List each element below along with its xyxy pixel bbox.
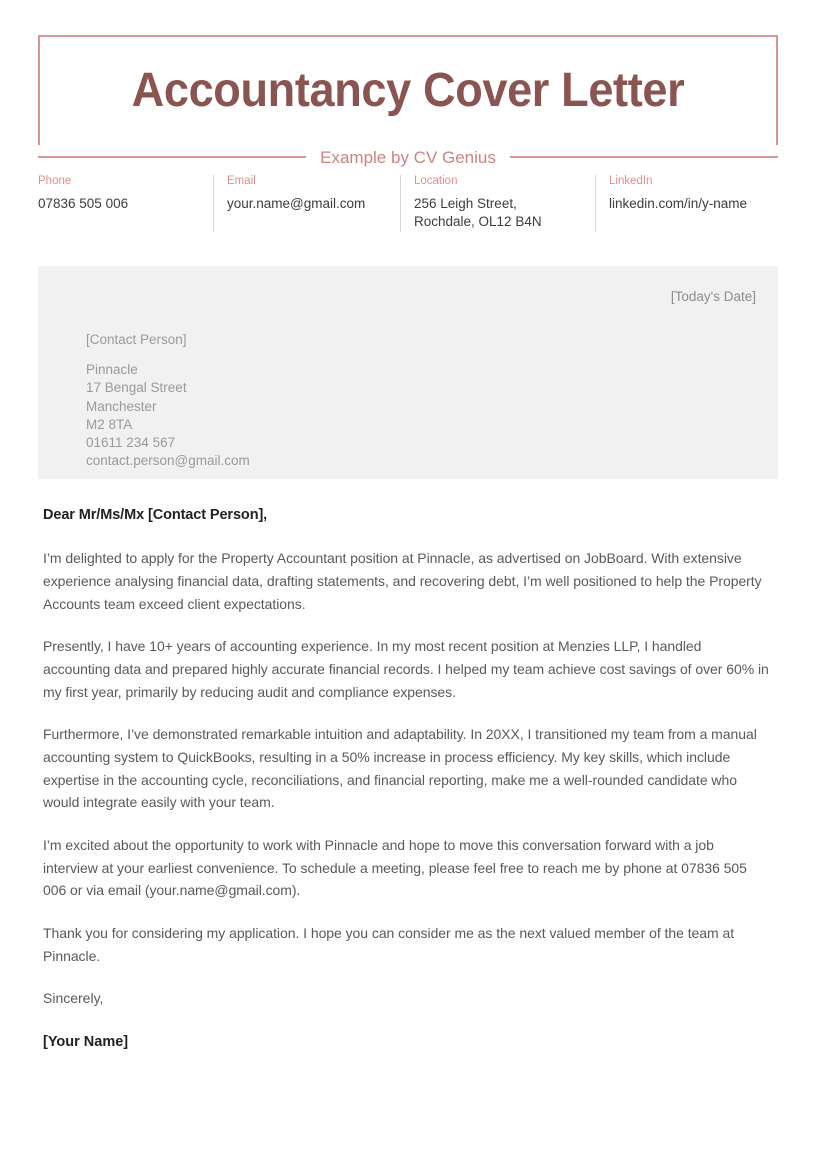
- subtitle-rule-left: [38, 144, 306, 170]
- address-line: 17 Bengal Street: [86, 380, 187, 396]
- letter-signature: [Your Name]: [43, 1033, 129, 1050]
- contact-value-location: 256 Leigh Street, Rochdale, OL12 B4N: [414, 195, 542, 230]
- contact-bar: [38, 175, 778, 232]
- letter-salutation: Dear Mr/Ms/Mx [Contact Person],: [43, 507, 268, 523]
- address-line: 01611 234 567: [86, 434, 176, 450]
- contact-value-linkedin[interactable]: linkedin.com/in/y-name: [609, 195, 748, 211]
- contact-label-email: Email: [227, 175, 256, 187]
- address-line: Manchester: [86, 398, 157, 414]
- page-title: Accountancy Cover Letter: [131, 64, 685, 117]
- address-line: contact.person@gmail.com: [86, 453, 250, 469]
- contact-value-email[interactable]: your.name@gmail.com: [227, 195, 366, 211]
- contact-value-phone: 07836 505 006: [38, 195, 129, 211]
- subtitle-rule-right: [510, 144, 778, 170]
- letter-header: [38, 35, 778, 170]
- address-line: M2 8TA: [86, 416, 133, 432]
- contact-label-phone: Phone: [38, 175, 72, 187]
- subtitle-row: [38, 144, 778, 170]
- letter-paragraph: I’m excited about the opportunity to work with Pinnacle and hope to move this conversation forward with a job interview at your earliest convenience. To schedule a meeting, please feel free to reach me by phone at 07836 505 006 or via email (your.name@gmail.com).: [43, 837, 747, 899]
- contact-column-phone: [38, 175, 213, 232]
- recipient-contact-person: [Contact Person]: [86, 331, 187, 347]
- letter-paragraph: Presently, I have 10+ years of accounting experience. In my most recent position at Menzies LLP, I handled accounting data and prepared highly accurate financial records. I helped my team achieve cost savings of over 60% in my first year, primarily by reducing audit and compliance expenses.: [43, 638, 769, 700]
- recipient-address-block: [38, 266, 778, 479]
- letter-closing: Sincerely,: [43, 990, 104, 1007]
- contact-column-linkedin: [595, 175, 778, 232]
- contact-label-location: Location: [414, 175, 458, 187]
- letter-date: [Today's Date]: [670, 289, 756, 304]
- title-box: [38, 35, 778, 145]
- letter-paragraph: Furthermore, I’ve demonstrated remarkable intuition and adaptability. In 20XX, I transitioned my team from a manual accounting system to QuickBooks, resulting in a 50% increase in process efficiency. My key skills, which include expertise in the accounting cycle, reconciliations, and financial reporting, make me a well-rounded candidate who would integrate easily with your team.: [43, 726, 757, 811]
- letter-paragraph: Thank you for considering my application. I hope you can consider me as the next valued member of the team at Pinnacle.: [43, 925, 735, 964]
- recipient-company-address: [86, 361, 756, 470]
- letter-paragraph: I’m delighted to apply for the Property Accountant position at Pinnacle, as advertised on JobBoard. With extensive experience analysing financial data, drafting statements, and recovering debt, I’m well positioned to help the Property Accounts team exceed client expectations.: [43, 550, 762, 612]
- contact-column-location: [400, 175, 595, 232]
- contact-label-linkedin: LinkedIn: [609, 175, 653, 187]
- contact-column-email: [213, 175, 400, 232]
- subtitle-text: Example by CV Genius: [320, 147, 496, 167]
- letter-body: [43, 505, 770, 1052]
- address-line: Pinnacle: [86, 362, 138, 378]
